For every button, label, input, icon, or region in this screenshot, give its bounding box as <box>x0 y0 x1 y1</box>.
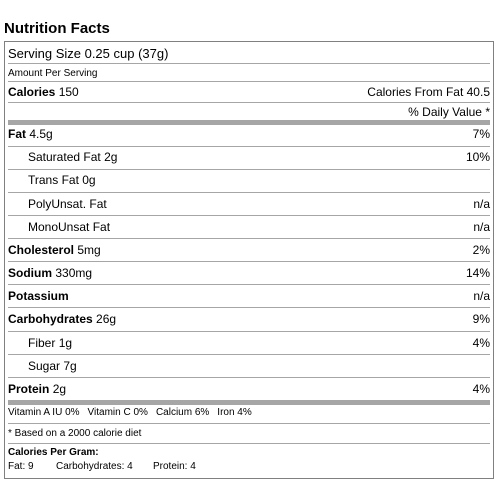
nutrient-daily-value: 2% <box>472 243 490 257</box>
divider <box>8 102 490 103</box>
vitamins-row <box>8 406 490 420</box>
calories-per-gram-row <box>8 460 490 474</box>
calcium: Calcium 6% <box>155 407 210 418</box>
nutrient-daily-value: 7% <box>472 127 490 141</box>
iron: Iron 4% <box>217 407 252 418</box>
nutrient-row-cholesterol <box>8 243 490 257</box>
calories-per-gram-title-row <box>8 446 490 460</box>
footnote: * Based on a 2000 calorie diet <box>8 428 142 439</box>
divider <box>8 284 490 285</box>
calories-from-fat: Calories From Fat 40.5 <box>367 85 490 99</box>
fat-per-gram: Fat: 9 <box>8 461 34 472</box>
nutrient-amount: 2g <box>104 150 118 164</box>
calories-row <box>8 85 490 99</box>
divider <box>8 354 490 355</box>
divider <box>8 146 490 147</box>
nutrient-daily-value: 10% <box>465 150 490 164</box>
nutrient-row-saturated-fat <box>8 150 490 164</box>
nutrient-amount: 1g <box>58 336 73 350</box>
carbohydrates-per-gram: Carbohydrates: 4 <box>56 461 133 472</box>
divider <box>8 238 490 239</box>
nutrient-label: Fat <box>8 127 26 141</box>
nutrient-row-polyunsat-fat <box>8 197 490 211</box>
thick-divider <box>8 400 490 405</box>
divider <box>8 215 490 216</box>
thick-divider <box>8 120 490 125</box>
nutrient-label: Protein <box>8 382 50 396</box>
nutrient-label: Saturated Fat <box>28 150 101 164</box>
nutrient-daily-value: 14% <box>465 266 490 280</box>
divider <box>8 443 490 444</box>
divider <box>8 192 490 193</box>
nutrient-label: Carbohydrates <box>8 312 93 326</box>
nutrient-row-monounsat-fat <box>8 220 490 234</box>
nutrient-daily-value: 9% <box>472 312 490 326</box>
nutrient-label: Trans Fat <box>28 173 79 187</box>
nutrient-label: MonoUnsat Fat <box>28 220 111 234</box>
calories-per-gram-title: Calories Per Gram: <box>8 447 99 458</box>
nutrient-daily-value: n/a <box>473 197 490 211</box>
nutrient-label: Sodium <box>8 266 52 280</box>
nutrient-daily-value: 4% <box>472 382 490 396</box>
nutrient-row-potassium <box>8 289 490 303</box>
vitamin-a: Vitamin A IU 0% <box>8 407 80 418</box>
nutrient-label: PolyUnsat. Fat <box>28 197 107 211</box>
serving-size-text: Serving Size 0.25 cup (37g) <box>8 46 169 61</box>
nutrient-row-sodium <box>8 266 490 280</box>
divider <box>8 81 490 82</box>
divider <box>8 63 490 64</box>
divider <box>8 261 490 262</box>
nutrition-facts-panel <box>4 41 494 479</box>
amount-per-serving-label: Amount Per Serving <box>8 68 98 79</box>
nutrient-label: Potassium <box>8 289 69 303</box>
divider <box>8 423 490 424</box>
nutrient-amount: 26g <box>96 312 117 326</box>
divider <box>8 331 490 332</box>
serving-size-row <box>8 47 490 61</box>
divider <box>8 377 490 378</box>
nutrient-amount: 2g <box>52 382 67 396</box>
nutrient-label: Cholesterol <box>8 243 75 257</box>
amount-per-serving-row <box>8 67 490 81</box>
calories-label: Calories <box>8 85 56 99</box>
nutrient-amount: 330mg <box>55 266 93 280</box>
nutrient-label: Fiber <box>28 336 56 350</box>
nutrient-row-trans-fat <box>8 173 490 187</box>
nutrient-row-fat <box>8 127 490 141</box>
protein-per-gram: Protein: 4 <box>153 461 196 472</box>
nutrient-daily-value: n/a <box>473 220 490 234</box>
nutrient-amount: 5mg <box>77 243 101 257</box>
calories-value: 150 <box>58 85 79 99</box>
nutrient-daily-value: n/a <box>473 289 490 303</box>
daily-value-header-row <box>8 105 490 119</box>
vitamin-c: Vitamin C 0% <box>87 407 148 418</box>
nutrient-amount: 4.5g <box>29 127 53 141</box>
nutrient-row-fiber <box>8 336 490 350</box>
nutrient-row-carbohydrates <box>8 312 490 326</box>
nutrient-label: Sugar <box>28 359 61 373</box>
footnote-row <box>8 427 490 441</box>
daily-value-header: % Daily Value * <box>408 105 490 119</box>
divider <box>8 169 490 170</box>
nutrient-daily-value: 4% <box>472 336 490 350</box>
nutrient-row-protein <box>8 382 490 396</box>
nutrient-row-sugar <box>8 359 490 373</box>
divider <box>8 307 490 308</box>
nutrient-amount: 7g <box>63 359 77 373</box>
nutrition-facts-title: Nutrition Facts <box>4 20 110 37</box>
nutrient-amount: 0g <box>82 173 96 187</box>
